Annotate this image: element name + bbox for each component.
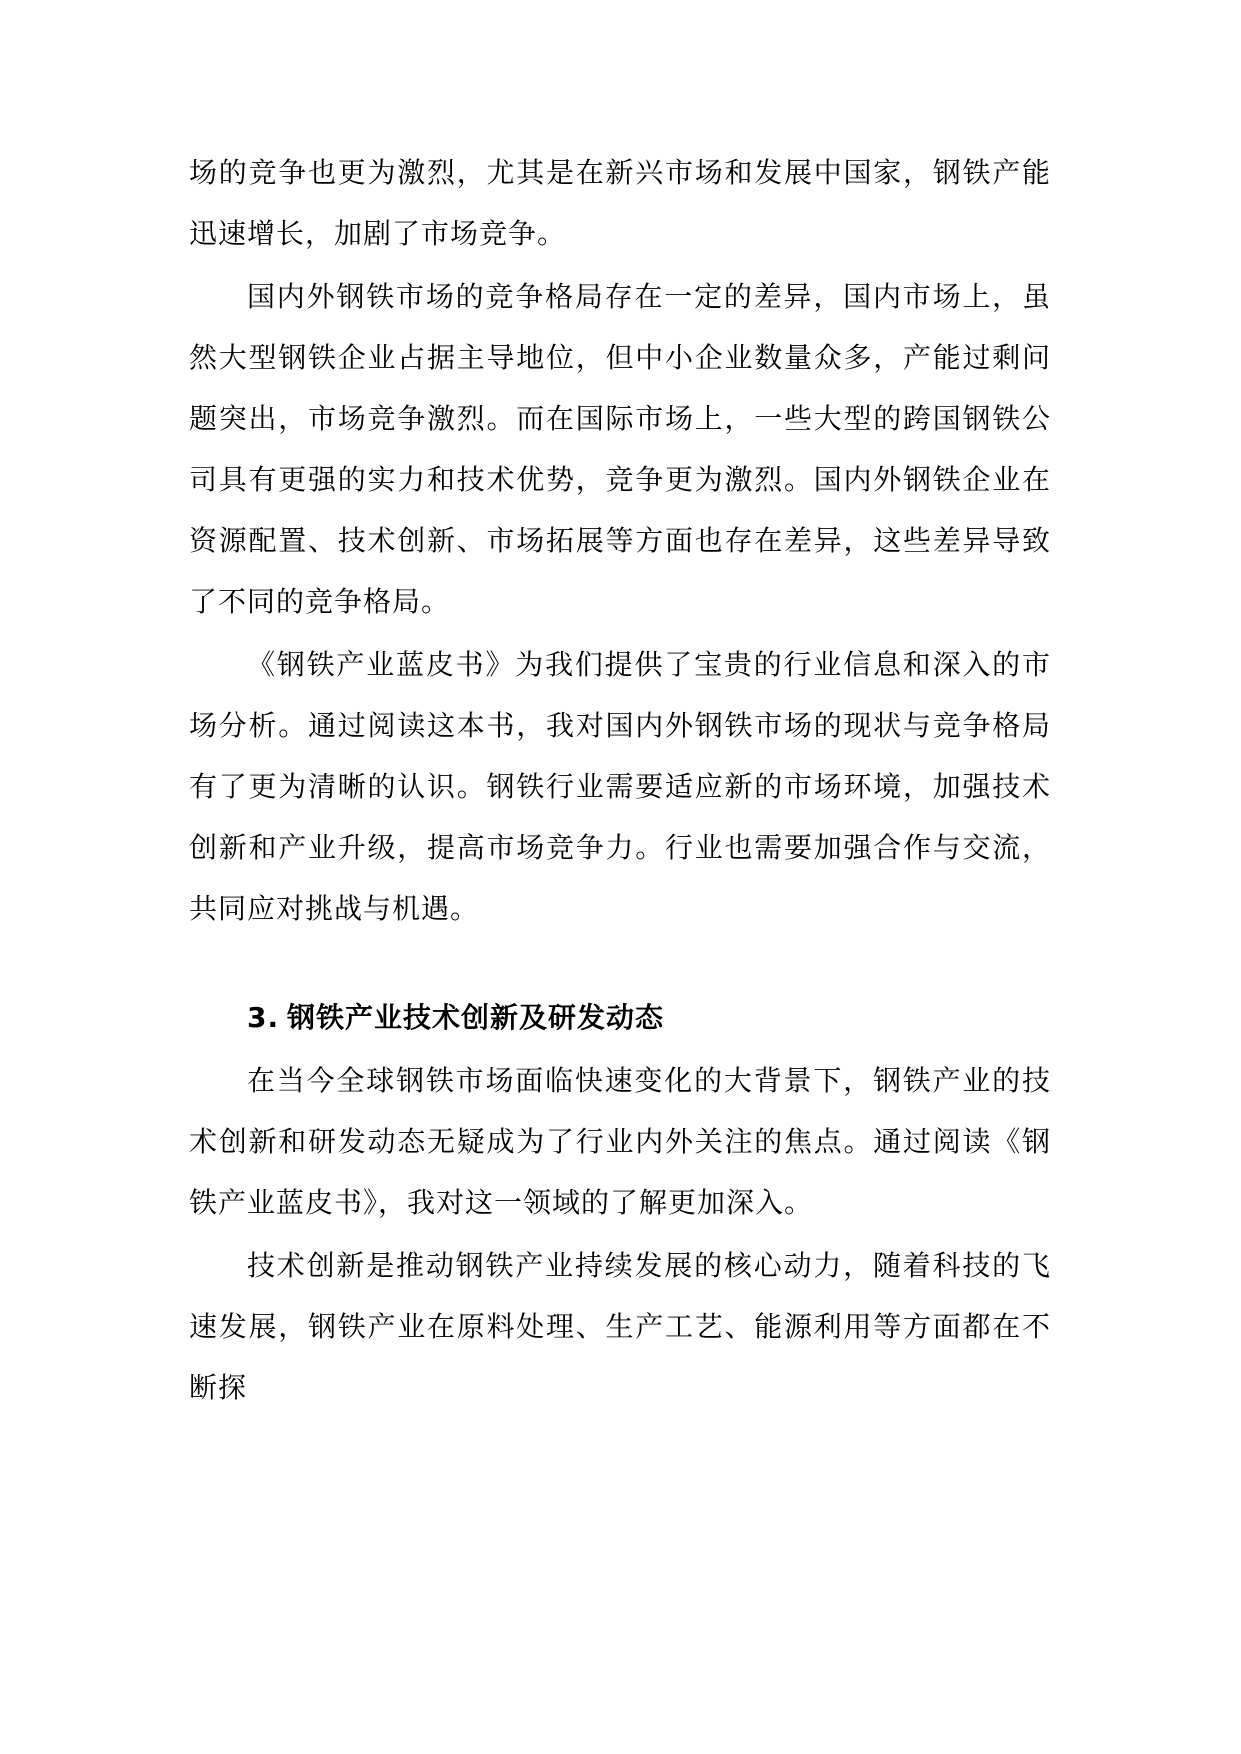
paragraph-innovation-driver: 技术创新是推动钢铁产业持续发展的核心动力，随着科技的飞速发展，钢铁产业在原料处理、生产工艺、能源利用等方面都在不断探	[189, 1249, 1051, 1404]
section-title: 钢铁产业技术创新及研发动态	[287, 1001, 665, 1034]
body-text	[189, 142, 1051, 1420]
paragraph-bluebook-summary: 《钢铁产业蓝皮书》为我们提供了宝贵的行业信息和深入的市场分析。通过阅读这本书，我对国内外钢铁市场的现状与竞争格局有了更为清晰的认识。钢铁行业需要适应新的市场环境，加强技术创新和产业升级，提高市场竞争力。行业也需要加强合作与交流，共同应对挑战与机遇。	[189, 648, 1051, 925]
section-heading	[189, 987, 1051, 1048]
paragraph-continued: 场的竞争也更为激烈，尤其是在新兴市场和发展中国家，钢铁产能迅速增长，加剧了市场竞争。	[189, 156, 1051, 250]
section-number: 3.	[247, 1001, 280, 1034]
paragraph-innovation-intro: 在当今全球钢铁市场面临快速变化的大背景下，钢铁产业的技术创新和研发动态无疑成为了行业内外关注的焦点。通过阅读《钢铁产业蓝皮书》，我对这一领域的了解更加深入。	[189, 1064, 1051, 1219]
paragraph-competition: 国内外钢铁市场的竞争格局存在一定的差异，国内市场上，虽然大型钢铁企业占据主导地位，但中小企业数量众多，产能过剩问题突出，市场竞争激烈。而在国际市场上，一些大型的跨国钢铁公司具有更强的实力和技术优势，竞争更为激烈。国内外钢铁企业在资源配置、技术创新、市场拓展等方面也存在差异，这些差异导致了不同的竞争格局。	[189, 280, 1051, 618]
